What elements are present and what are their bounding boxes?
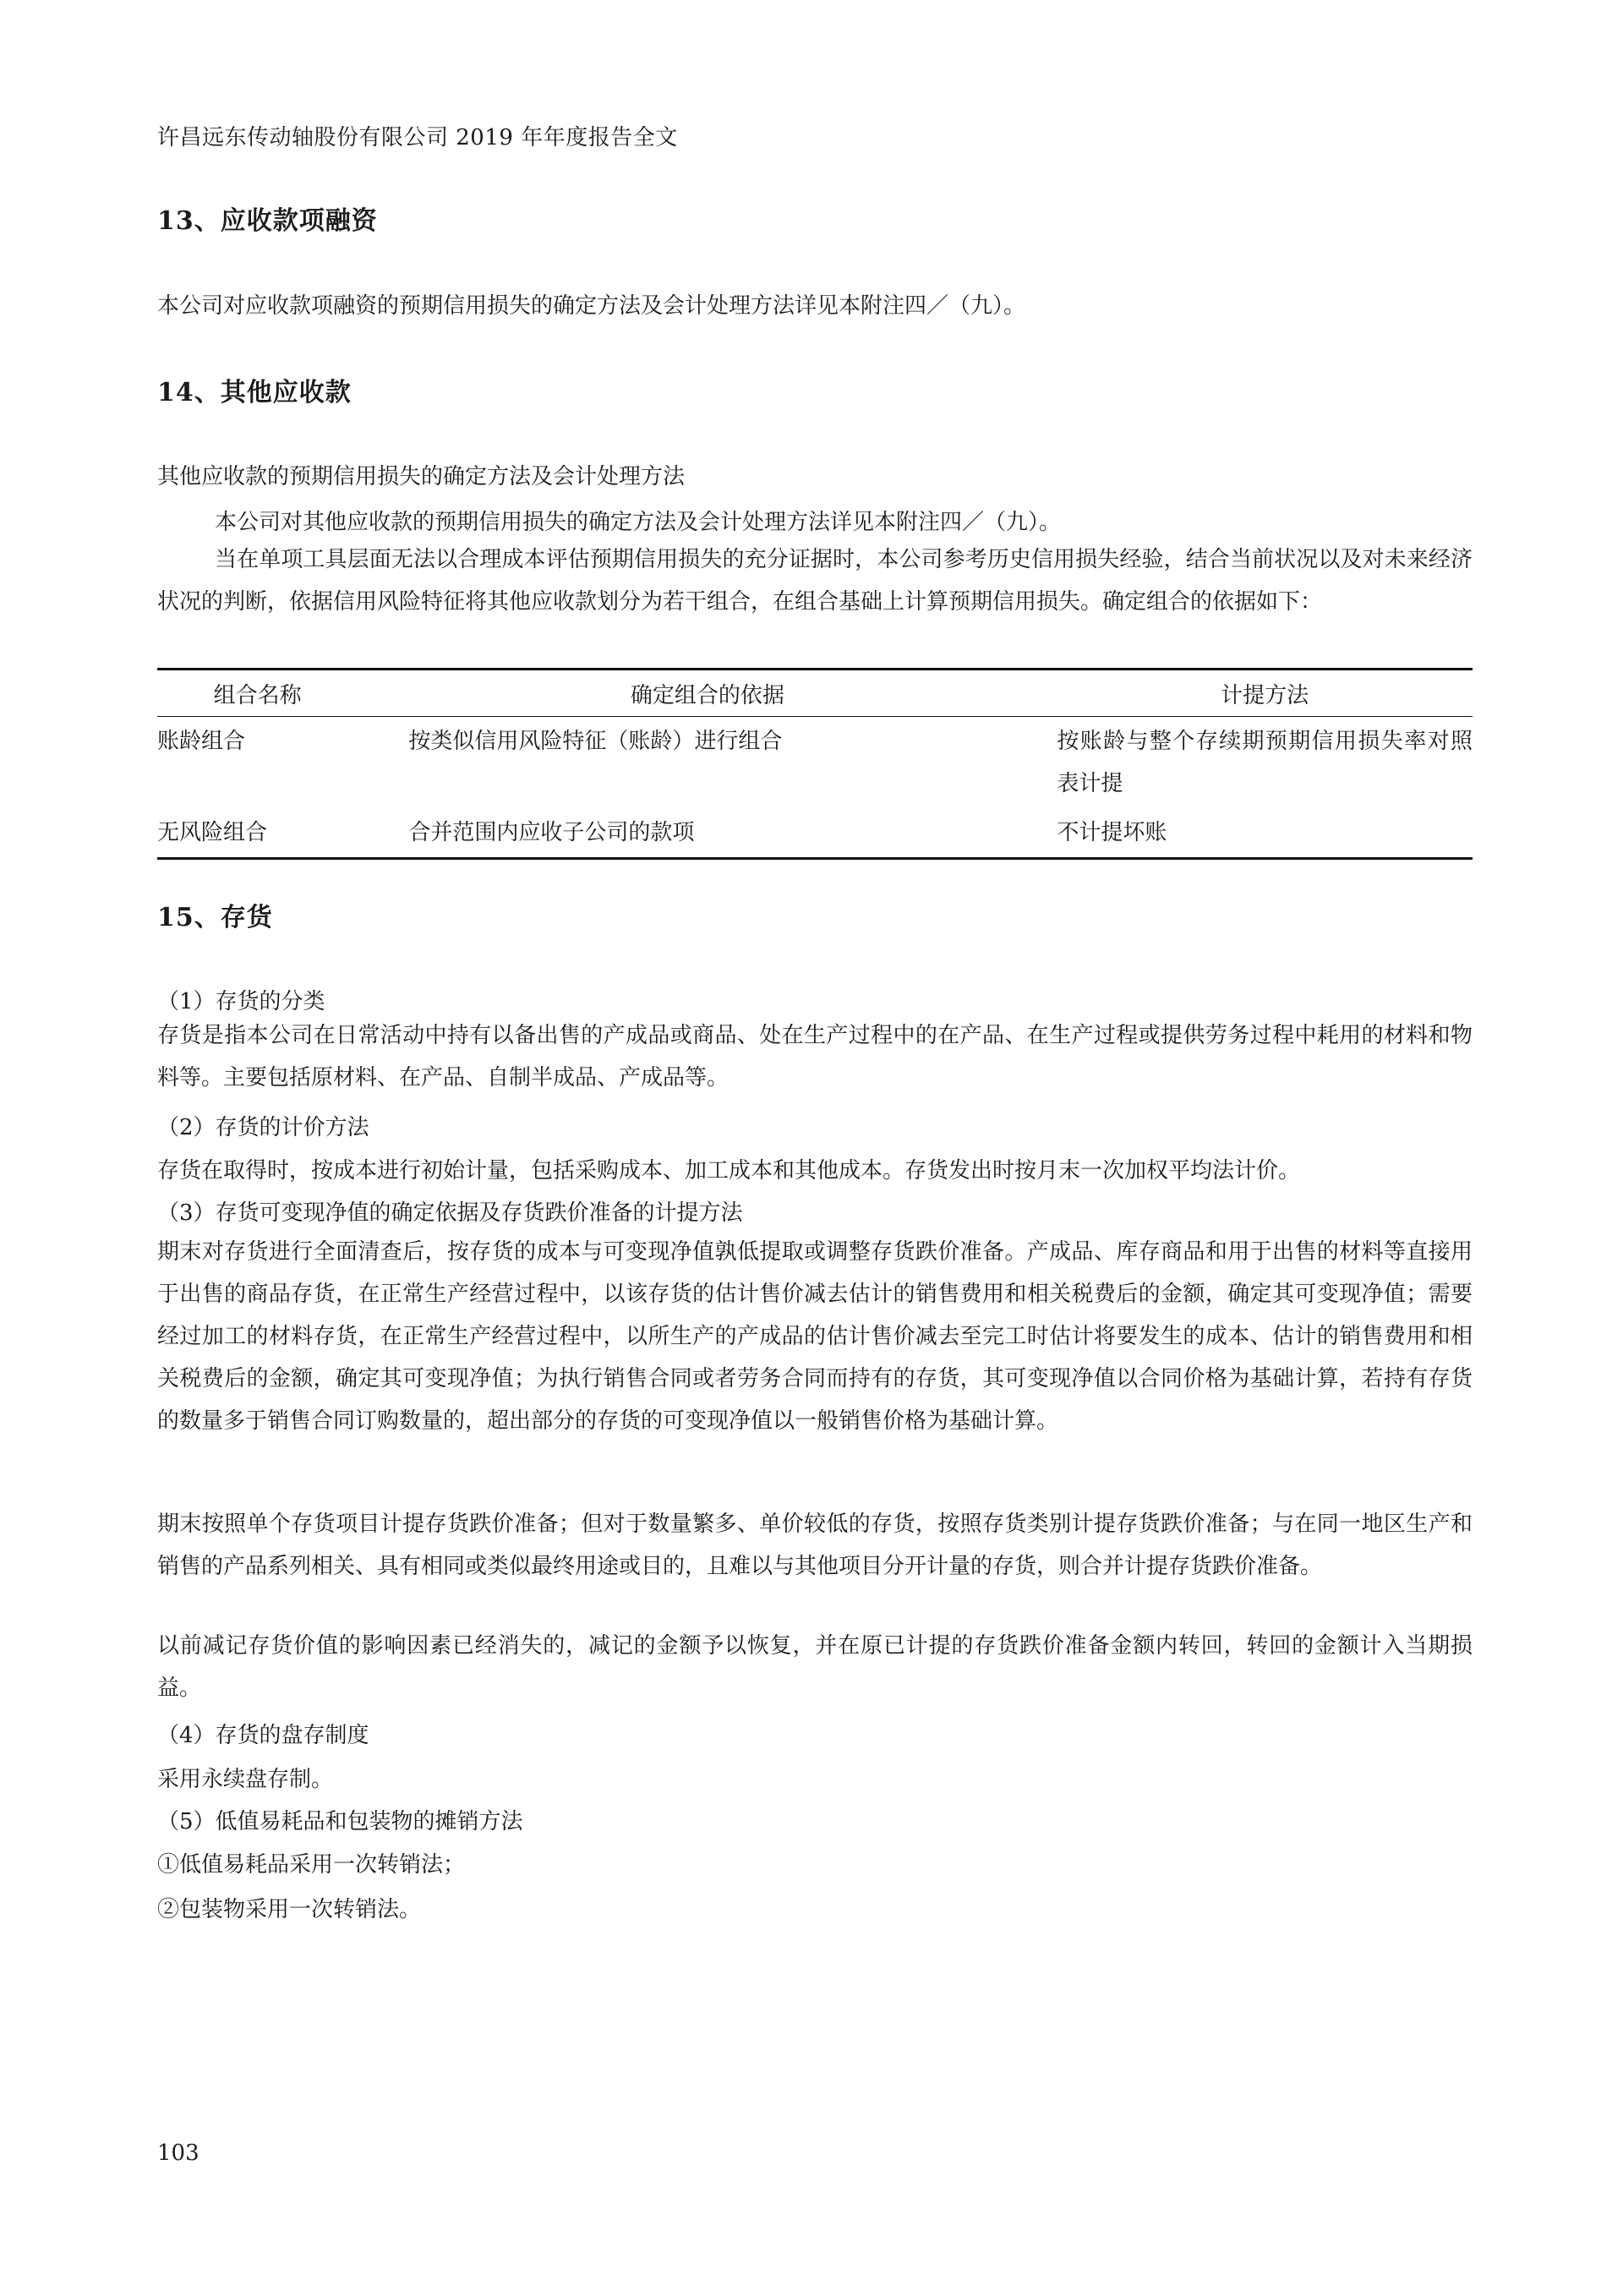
section-15-paragraph-5: 以前减记存货价值的影响因素已经消失的，减记的金额予以恢复，并在原已计提的存货跌价准备金额内转回，转回的金额计入当期损益。 bbox=[157, 1633, 1473, 1701]
section-14-title: 14、其他应收款 bbox=[157, 378, 352, 407]
section-15-paragraph-4: 期末按照单个存货项目计提存货跌价准备；但对于数量繁多、单价较低的存货，按照存货类别计提存货跌价准备；与在同一地区生产和销售的产品系列相关、具有相同或类似最终用途或目的，且难以与其他项目分开计量的存货，则合并计提存货跌价准备。 bbox=[157, 1512, 1473, 1579]
section-14-subtitle: 其他应收款的预期信用损失的确定方法及会计处理方法 bbox=[157, 464, 686, 489]
section-15-paragraph-2: 存货在取得时，按成本进行初始计量，包括采购成本、加工成本和其他成本。存货发出时按月末一次加权平均法计价。 bbox=[157, 1158, 1301, 1184]
section-15-title: 15、存货 bbox=[157, 903, 273, 932]
section-15-heading-4: （4）存货的盘存制度 bbox=[157, 1723, 369, 1748]
section-15-heading-1: （1）存货的分类 bbox=[157, 989, 325, 1014]
table-cell: 不计提坏账 bbox=[1057, 808, 1473, 859]
section-15-paragraph-8: ②包装物采用一次转销法。 bbox=[157, 1897, 422, 1922]
report-header: 许昌远东传动轴股份有限公司 2019 年年度报告全文 bbox=[157, 125, 678, 150]
section-15-paragraph-7: ①低值易耗品采用一次转销法； bbox=[157, 1852, 466, 1878]
table-cell: 账龄组合 bbox=[157, 729, 246, 754]
table-header-cell: 计提方法 bbox=[1057, 670, 1473, 717]
section-15-heading-5: （5）低值易耗品和包装物的摊销方法 bbox=[157, 1809, 523, 1834]
section-15-paragraph-1: 存货是指本公司在日常活动中持有以备出售的产成品或商品、处在生产过程中的在产品、在生产过程或提供劳务过程中耗用的材料和物料等。主要包括原材料、在产品、自制半成品、产成品等。 bbox=[157, 1023, 1473, 1091]
section-15-heading-2: （2）存货的计价方法 bbox=[157, 1115, 369, 1140]
section-14-paragraph-1: 本公司对其他应收款的预期信用损失的确定方法及会计处理方法详见本附注四／（九）。 bbox=[215, 510, 1062, 535]
table-header-row bbox=[157, 670, 1473, 717]
table-header-cell: 确定组合的依据 bbox=[358, 670, 1057, 717]
table-row bbox=[157, 717, 1473, 809]
section-15-paragraph-6: 采用永续盘存制。 bbox=[157, 1767, 334, 1792]
table-header-cell: 组合名称 bbox=[157, 670, 358, 717]
section-13-body: 本公司对应收款项融资的预期信用损失的确定方法及会计处理方法详见本附注四／（九）。 bbox=[157, 293, 1026, 319]
table-cell: 按类似信用风险特征（账龄）进行组合 bbox=[408, 729, 783, 754]
table-cell: 按账龄与整个存续期预期信用损失率对照表计提 bbox=[1057, 729, 1473, 796]
section-14-paragraph-2: 当在单项工具层面无法以合理成本评估预期信用损失的充分证据时，本公司参考历史信用损失经验，结合当前状况以及对未来经济状况的判断，依据信用风险特征将其他应收款划分为若干组合，在组合基础上计算预期信用损失。确定组合的依据如下： bbox=[157, 547, 1473, 615]
page-number: 103 bbox=[157, 2140, 199, 2166]
table-cell: 无风险组合 bbox=[157, 808, 358, 859]
section-13-title: 13、应收款项融资 bbox=[157, 206, 378, 236]
combination-table bbox=[157, 668, 1473, 860]
section-15-heading-3: （3）存货可变现净值的确定依据及存货跌价准备的计提方法 bbox=[157, 1200, 743, 1226]
table-cell: 合并范围内应收子公司的款项 bbox=[358, 808, 1057, 859]
table-row bbox=[157, 808, 1473, 859]
section-15-paragraph-3: 期末对存货进行全面清查后，按存货的成本与可变现净值孰低提取或调整存货跌价准备。产成品、库存商品和用于出售的材料等直接用于出售的商品存货，在正常生产经营过程中，以该存货的估计售价减去估计的销售费用和相关税费后的金额，确定其可变现净值；需要经过加工的材料存货，在正常生产经营过程中，以所生产的产成品的估计售价减去至完工时估计将要发生的成本、估计的销售费用和相关税费后的金额，确定其可变现净值；为执行销售合同或者劳务合同而持有的存货，其可变现净值以合同价格为基础计算，若持有存货的数量多于销售合同订购数量的，超出部分的存货的可变现净值以一般销售价格为基础计算。 bbox=[157, 1239, 1473, 1434]
